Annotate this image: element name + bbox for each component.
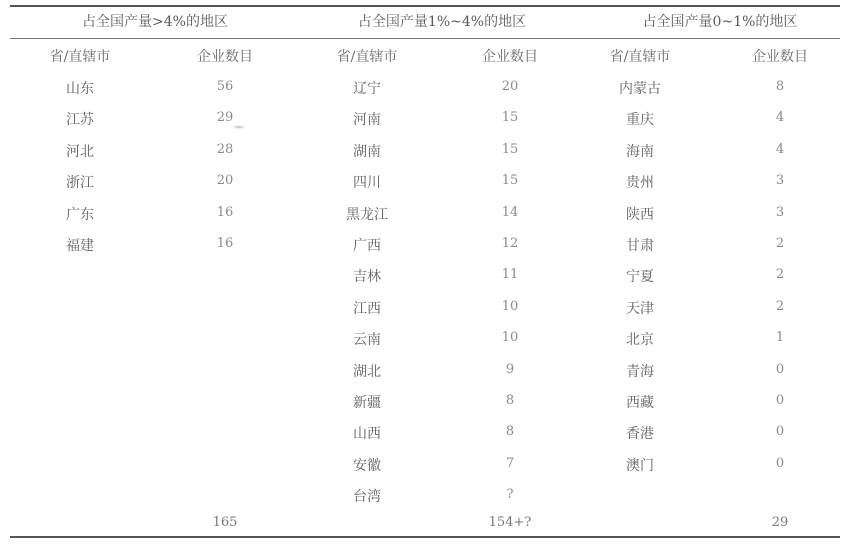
province-name: 江苏 bbox=[66, 112, 94, 128]
enterprise-count: 8 bbox=[505, 424, 515, 439]
enterprise-count: 16 bbox=[216, 236, 234, 251]
enterprise-count: 4 bbox=[775, 142, 785, 157]
group-title-0to1: 占全国产量0~1%的地区 bbox=[642, 14, 798, 30]
enterprise-count: 2 bbox=[775, 299, 785, 314]
enterprise-count: 0 bbox=[775, 393, 785, 408]
province-name: 河南 bbox=[353, 112, 381, 128]
enterprise-count: 20 bbox=[216, 173, 234, 188]
column-header-count: 企业数目 bbox=[752, 49, 808, 65]
header-rule bbox=[10, 38, 840, 39]
province-name: 湖北 bbox=[353, 364, 381, 380]
column-header-province: 省/直辖市 bbox=[336, 49, 398, 65]
column-header-province: 省/直辖市 bbox=[49, 49, 111, 65]
enterprise-count: 15 bbox=[501, 142, 519, 157]
enterprise-count: 0 bbox=[775, 362, 785, 377]
enterprise-count: ? bbox=[506, 487, 514, 502]
province-name: 四川 bbox=[353, 175, 381, 191]
enterprise-count: 0 bbox=[775, 456, 785, 471]
group-title-gt4: 占全国产量>4%的地区 bbox=[82, 14, 228, 30]
enterprise-count: 0 bbox=[775, 424, 785, 439]
province-name: 贵州 bbox=[626, 175, 654, 191]
province-name: 甘肃 bbox=[626, 238, 654, 254]
province-name: 安徽 bbox=[353, 458, 381, 474]
province-name: 内蒙古 bbox=[619, 81, 661, 97]
top-rule bbox=[10, 5, 840, 7]
enterprise-count: 28 bbox=[216, 142, 234, 157]
province-name: 澳门 bbox=[626, 458, 654, 474]
province-name: 北京 bbox=[626, 332, 654, 348]
enterprise-count: 3 bbox=[775, 205, 785, 220]
province-name: 山东 bbox=[66, 81, 94, 97]
enterprise-count: 1 bbox=[775, 330, 785, 345]
province-name: 宁夏 bbox=[626, 269, 654, 285]
enterprise-count: 2 bbox=[775, 267, 785, 282]
enterprise-count: 8 bbox=[505, 393, 515, 408]
province-name: 辽宁 bbox=[353, 81, 381, 97]
enterprise-count: 9 bbox=[505, 362, 515, 377]
enterprise-count: 4 bbox=[775, 110, 785, 125]
enterprise-count: 16 bbox=[216, 205, 234, 220]
province-name: 香港 bbox=[626, 426, 654, 442]
enterprise-count: 7 bbox=[505, 456, 515, 471]
enterprise-count: 15 bbox=[501, 110, 519, 125]
enterprise-count: 14 bbox=[501, 205, 519, 220]
province-name: 黑龙江 bbox=[346, 207, 388, 223]
enterprise-count: 20 bbox=[501, 79, 519, 94]
province-name: 江西 bbox=[353, 301, 381, 317]
province-name: 山西 bbox=[353, 426, 381, 442]
province-name: 广东 bbox=[66, 207, 94, 223]
province-name: 河北 bbox=[66, 144, 94, 160]
province-name: 台湾 bbox=[353, 489, 381, 505]
group-title-1to4: 占全国产量1%~4%的地区 bbox=[357, 14, 527, 30]
province-name: 广西 bbox=[353, 238, 381, 254]
enterprise-count: 2 bbox=[775, 236, 785, 251]
enterprise-count: 56 bbox=[216, 79, 234, 94]
enterprise-count: 10 bbox=[501, 299, 519, 314]
enterprise-count: 3 bbox=[775, 173, 785, 188]
province-name: 青海 bbox=[626, 364, 654, 380]
province-name: 天津 bbox=[626, 301, 654, 317]
province-name: 西藏 bbox=[626, 395, 654, 411]
enterprise-count: 12 bbox=[501, 236, 519, 251]
column-header-province: 省/直辖市 bbox=[609, 49, 671, 65]
province-name: 陕西 bbox=[626, 207, 654, 223]
province-name: 重庆 bbox=[626, 112, 654, 128]
scan-smudge bbox=[232, 125, 246, 129]
column-header-count: 企业数目 bbox=[197, 49, 253, 65]
province-name: 新疆 bbox=[353, 395, 381, 411]
total-count-1to4: 154+? bbox=[488, 515, 532, 530]
province-name: 云南 bbox=[353, 332, 381, 348]
enterprise-count: 10 bbox=[501, 330, 519, 345]
province-name: 吉林 bbox=[353, 269, 381, 285]
column-header-count: 企业数目 bbox=[482, 49, 538, 65]
province-name: 浙江 bbox=[66, 175, 94, 191]
enterprise-count: 29 bbox=[216, 110, 234, 125]
enterprise-count: 8 bbox=[775, 79, 785, 94]
bottom-rule bbox=[10, 536, 840, 538]
total-count-0to1: 29 bbox=[771, 515, 789, 530]
enterprise-count: 11 bbox=[501, 267, 519, 282]
enterprise-count: 15 bbox=[501, 173, 519, 188]
province-name: 福建 bbox=[66, 238, 94, 254]
province-name: 海南 bbox=[626, 144, 654, 160]
total-count-gt4: 165 bbox=[212, 515, 238, 530]
province-name: 湖南 bbox=[353, 144, 381, 160]
